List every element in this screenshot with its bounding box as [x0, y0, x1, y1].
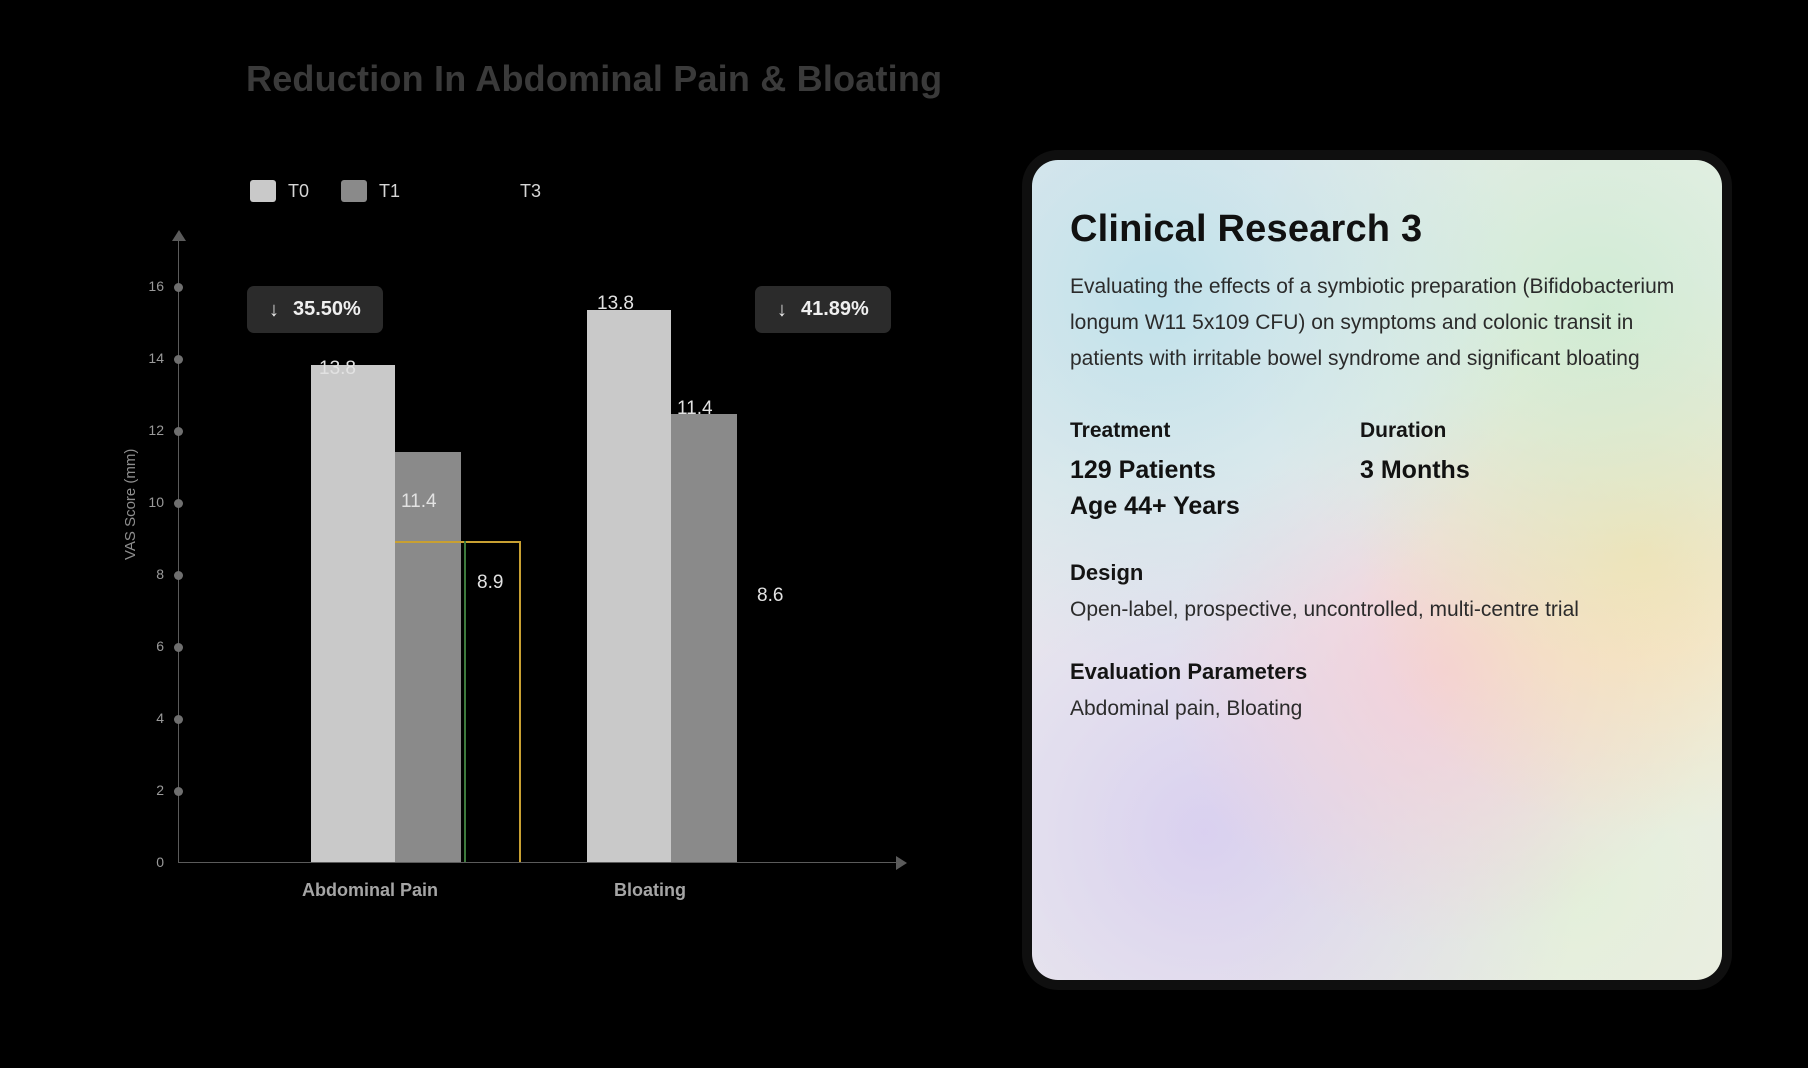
duration-block — [1360, 419, 1470, 524]
y-tick-label-16: 16 — [148, 278, 164, 294]
treatment-block — [1070, 419, 1360, 524]
y-tick-label-12: 12 — [148, 422, 164, 438]
y-tick-label-10: 10 — [148, 494, 164, 510]
y-tick-label-14: 14 — [148, 350, 164, 366]
t3-connector-line-green — [464, 541, 466, 862]
bar-value-bloating-t1: 11.4 — [677, 398, 713, 419]
t3-connector-line-horizontal — [395, 541, 521, 543]
y-axis-title: VAS Score (mm) — [122, 448, 139, 560]
reduction-value-bloating: 41.89% — [801, 298, 869, 320]
bar-bloating-t0[interactable] — [587, 310, 671, 862]
duration-value: 3 Months — [1360, 456, 1470, 485]
evaluation-block — [1070, 659, 1688, 724]
bar-abdominal-pain-t1[interactable] — [395, 452, 461, 862]
page-title: Reduction In Abdominal Pain & Bloating — [246, 58, 943, 99]
y-tick-label-8: 8 — [156, 566, 164, 582]
t3-connector-line-vertical — [519, 541, 521, 862]
legend-label-t0: T0 — [288, 180, 310, 201]
reduction-value-abdominal-pain: 35.50% — [293, 298, 361, 320]
reduction-badge-abdominal-pain — [247, 286, 383, 333]
legend-swatch-t3 — [482, 180, 508, 202]
bar-chart — [120, 230, 950, 970]
duration-label: Duration — [1360, 419, 1447, 443]
legend-item-t0 — [250, 180, 309, 202]
x-axis-group-label-abdominal-pain: Abdominal Pain — [301, 880, 438, 900]
treatment-value-line1: 129 Patients — [1070, 456, 1216, 485]
legend-swatch-t1 — [341, 180, 367, 202]
legend-item-t3 — [482, 180, 541, 202]
design-label: Design — [1070, 560, 1144, 586]
x-axis-group-label-bloating: Bloating — [614, 880, 686, 900]
y-tick-label-4: 4 — [156, 710, 164, 726]
evaluation-label: Evaluation Parameters — [1070, 659, 1308, 685]
x-axis-line — [178, 862, 898, 863]
legend-swatch-t0 — [250, 180, 276, 202]
card-title: Clinical Research 3 — [1070, 208, 1423, 250]
chart-legend — [250, 180, 559, 202]
arrow-down-icon: ↓ — [269, 298, 279, 321]
bar-value-abdominal-pain-t3: 8.9 — [477, 572, 504, 593]
bar-abdominal-pain-t0[interactable] — [311, 365, 395, 862]
arrow-down-icon: ↓ — [777, 298, 787, 321]
bar-bloating-t1[interactable] — [671, 414, 737, 862]
treatment-value-line2: Age 44+ Years — [1070, 491, 1240, 520]
y-tick-label-2: 2 — [156, 782, 164, 798]
design-value: Open-label, prospective, uncontrolled, multi-centre trial — [1070, 598, 1579, 622]
bar-value-abdominal-pain-t1: 11.4 — [401, 491, 437, 512]
y-tick-label-0: 0 — [156, 854, 164, 870]
legend-label-t3: T3 — [520, 180, 542, 201]
card-meta-row — [1070, 419, 1688, 524]
clinical-research-card — [1032, 160, 1722, 980]
bar-value-abdominal-pain-t0: 13.8 — [319, 358, 356, 379]
legend-item-t1 — [341, 180, 400, 202]
treatment-label: Treatment — [1070, 419, 1171, 443]
card-description: Evaluating the effects of a symbiotic preparation (Bifidobacterium longum W11 5x109 CFU) on symptoms and colonic transit in patients with irritable bowel syndrome and significant bloating — [1070, 275, 1675, 371]
bar-value-bloating-t0: 13.8 — [597, 293, 634, 314]
evaluation-value: Abdominal pain, Bloating — [1070, 697, 1303, 721]
legend-label-t1: T1 — [379, 180, 401, 201]
bar-value-bloating-t3: 8.6 — [757, 585, 784, 606]
y-tick-label-6: 6 — [156, 638, 164, 654]
design-block — [1070, 560, 1688, 625]
reduction-badge-bloating — [755, 286, 891, 333]
